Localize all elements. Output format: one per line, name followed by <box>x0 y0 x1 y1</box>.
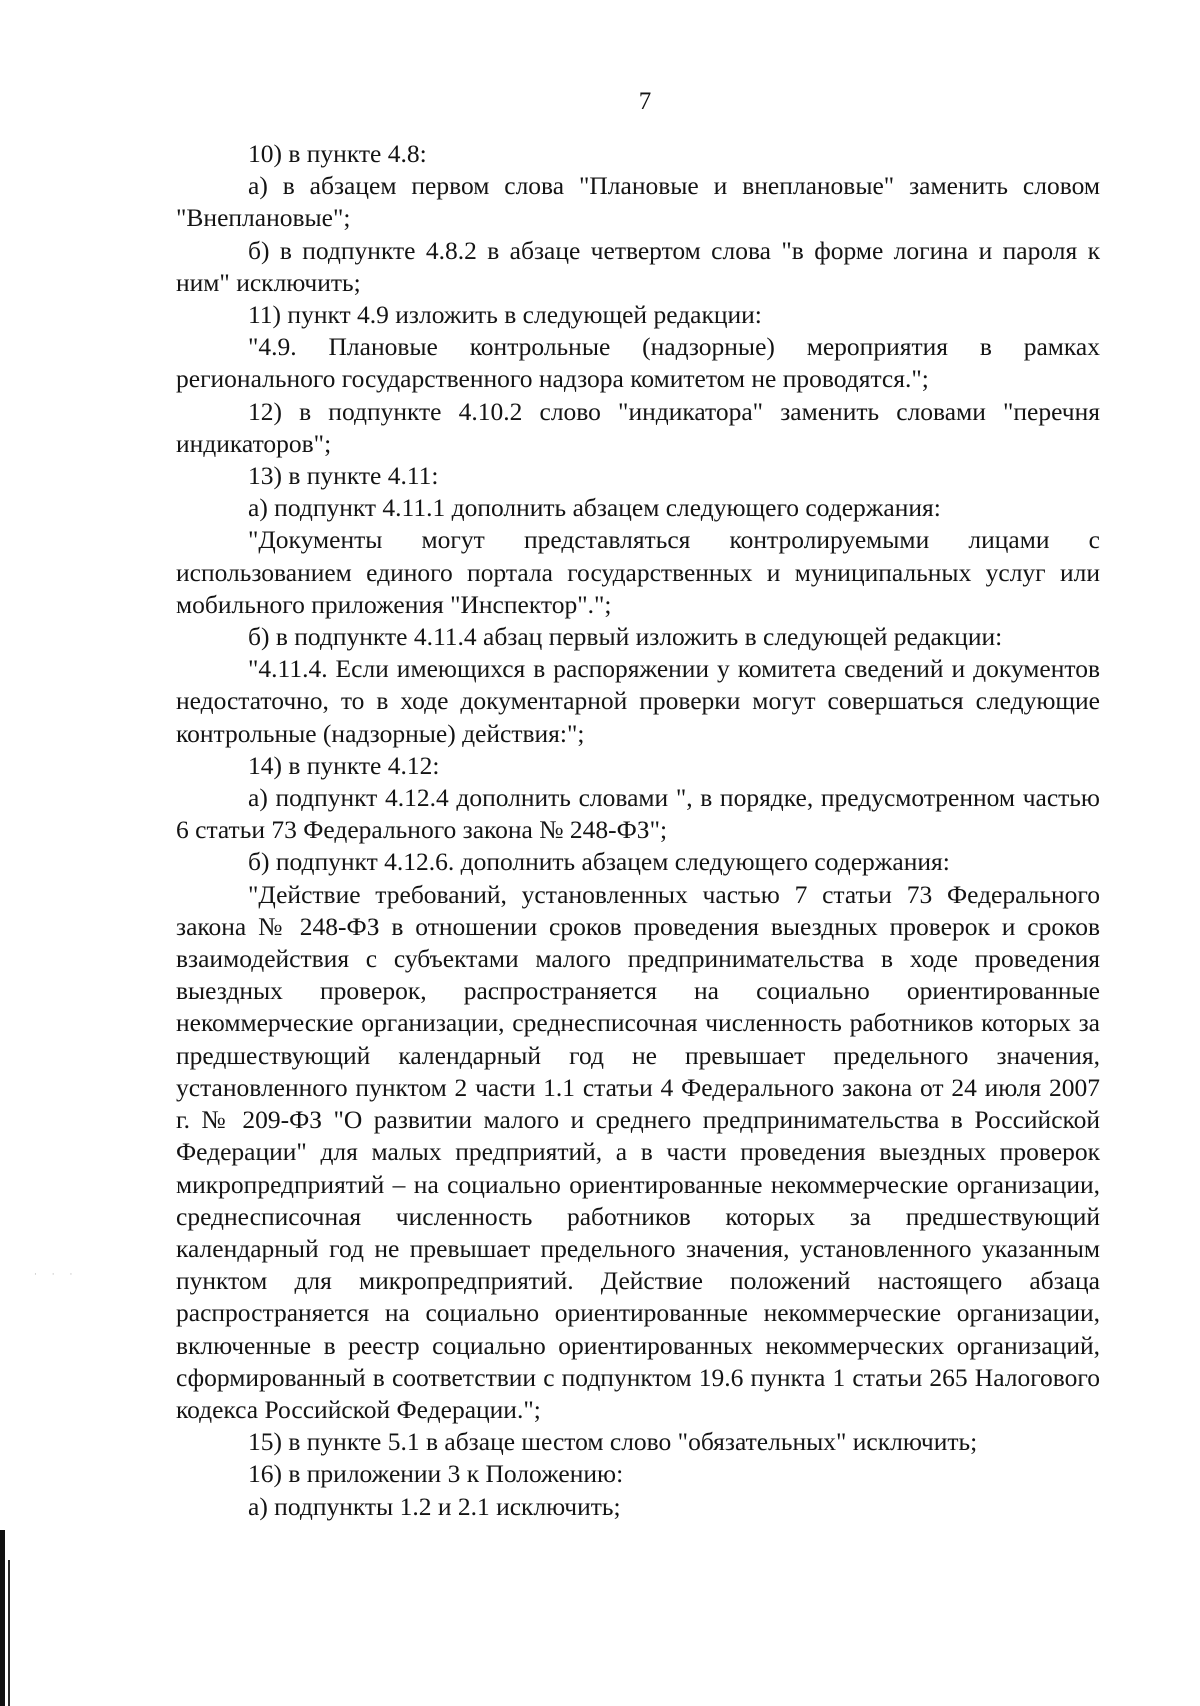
paragraph-quote: "4.9. Плановые контрольные (надзорные) мероприятия в рамках регионального государственного надзора комитетом не проводятся."; <box>176 332 1100 394</box>
paragraph-subitem-a: а) подпункты 1.2 и 2.1 исключить; <box>248 1491 621 1521</box>
paragraph-item-14: 14) в пункте 4.12: <box>248 750 440 780</box>
paragraph-quote: "4.11.4. Если имеющихся в распоряжении у комитета сведений и документов недостаточно, то в ходе документарной проверки могут совершаться следующие контрольные (надзорные) действия:"; <box>176 654 1100 748</box>
paragraph-item-10: 10) в пункте 4.8: <box>248 139 427 168</box>
paragraph-subitem-a: а) подпункт 4.11.1 дополнить абзацем следующего содержания: <box>248 493 941 523</box>
page-number: 7 <box>638 88 652 115</box>
scan-binding-edge-line <box>8 1560 10 1706</box>
paragraph-subitem-b: б) в подпункте 4.8.2 в абзаце четвертом слова "в форме логина и пароля к ним" исключить; <box>176 235 1100 297</box>
paragraph-subitem-a: а) в абзацем первом слова "Плановые и внеплановые" заменить словом "Внеплановые"; <box>176 171 1100 233</box>
paragraph-item-16: 16) в приложении 3 к Положению: <box>248 1459 624 1489</box>
paragraph-subitem-b: б) в подпункте 4.11.4 абзац первый изложить в следующей редакции: <box>248 622 1003 652</box>
paragraph-quote: "Действие требований, установленных частью 7 статьи 73 Федерального закона № 248-ФЗ в отношении сроков проведения выездных проверок и сроков взаимодействия с субъектами малого предпринимательства в ходе проведения выездных проверок, распространяется на социально ориентированные некоммерческие организации, среднесписочная численность работников которых за предшествующий календарный год не превышает предельного значения, установленного пунктом 2 части 1.1 статьи 4 Федерального закона от 24 июля 2007 г. № 209-ФЗ "О развитии малого и среднего предпринимательства в Российской Федерации" для малых предприятий, а в части проведения выездных проверок микропредприятий – на социально ориентированные некоммерческие организации, среднесписочная численность работников которых за предшествующий календарный год не превышает предельного значения, установленного указанным пунктом для микропредприятий. Действие положений настоящего абзаца распространяется на социально ориентированные некоммерческие организации, включенные в реестр социально ориентированных некоммерческих организаций, сформированный в соответствии с подпунктом 19.6 пункта 1 статьи 265 Налогового кодекса Российской Федерации."; <box>176 879 1100 1424</box>
paragraph-subitem-a: а) подпункт 4.12.4 дополнить словами ", в порядке, предусмотренном частью 6 статьи 73 Федерального закона № 248-ФЗ"; <box>176 783 1100 845</box>
scan-margin-specks: · · · <box>34 1270 79 1280</box>
document-body <box>176 138 1100 1523</box>
paragraph-subitem-b: б) подпункт 4.12.6. дополнить абзацем следующего содержания: <box>248 847 950 877</box>
paragraph-item-12: 12) в подпункте 4.10.2 слово "индикатора" заменить словами "перечня индикаторов"; <box>176 396 1100 458</box>
paragraph-item-15: 15) в пункте 5.1 в абзаце шестом слово "обязательных" исключить; <box>248 1427 978 1457</box>
scan-binding-edge <box>0 1530 5 1706</box>
paragraph-item-13: 13) в пункте 4.11: <box>248 461 439 491</box>
paragraph-item-11: 11) пункт 4.9 изложить в следующей редакции: <box>248 300 762 330</box>
paragraph-quote: "Документы могут представляться контролируемыми лицами с использованием единого портала государственных и муниципальных услуг или мобильного приложения "Инспектор"."; <box>176 525 1100 619</box>
